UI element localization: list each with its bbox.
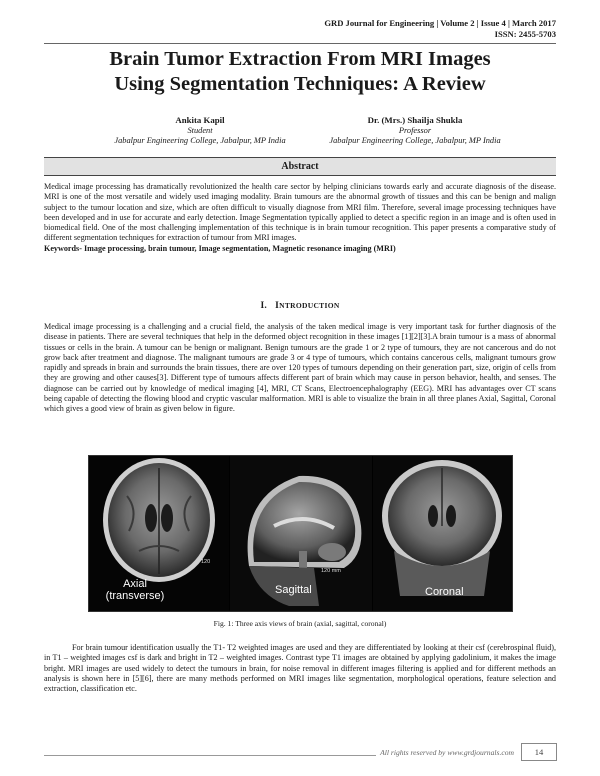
keywords-text: Image processing, brain tumour, Image segmentation, Magnetic resonance imaging (MRI) (81, 243, 396, 253)
author-affiliation: Jabalpur Engineering College, Jabalpur, MP India (329, 136, 501, 145)
axial-scale: 120 (201, 559, 211, 565)
abstract-text: Medical image processing has dramatically revolutionized the health care sector by helping clinicians towards early and accurate diagnosis of the disease. MRI is one of the most versatile and widely used imaging modality. Brain tumours are the abnormal growth of tissues and this can be benign and malign subject to the tumour location and size, which are often difficult to visually diagnose from MRI film. Therefore, several image processing techniques have been developed and in use for accurate and early detection. Image Segmentation typically applied to detect a specific region in an image and is often used in biomedical field. One of the most challenging implementation of this technique is in brain tumour recognition. This paper presents a comparative study of different segmentation techniques for extraction of tumour from MRI images. (44, 182, 556, 243)
sagittal-label: Sagittal (275, 584, 312, 596)
journal-line: GRD Journal for Engineering | Volume 2 | Issue 4 | March 2017 (324, 18, 556, 28)
section-initial: I (275, 301, 280, 311)
sagittal-scale: 120 mm (321, 568, 341, 574)
section-heading-introduction (0, 301, 600, 311)
author-role: Student (187, 125, 213, 135)
axial-label (95, 578, 175, 602)
author-name: Dr. (Mrs.) Shailja Shukla (367, 115, 463, 125)
keywords-label: Keywords- (44, 243, 82, 253)
figure-caption: Fig. 1: Three axis views of brain (axial, sagittal, coronal) (213, 619, 387, 628)
author-affiliation: Jabalpur Engineering College, Jabalpur, MP India (114, 136, 286, 145)
section-number: I. (260, 301, 268, 311)
title-line-2: Using Segmentation Techniques: A Review (114, 73, 486, 95)
journal-header (324, 18, 556, 40)
title-line-1: Brain Tumor Extraction From MRI Images (109, 48, 491, 70)
section-title-rest: NTRODUCTION (279, 301, 340, 310)
issn: ISSN: 2455-5703 (494, 29, 556, 39)
intro-paragraph-1: Medical image processing is a challenging and a crucial field, the analysis of the taken medical image is very important task for further diagnosis of the disease in patients. There are several techniques that help in the deformed object recognition in these images [1][2][3].A brain tumour is a mass of abnormal tissues or cells in the brain. A tumour can be benign or malignant. Benign tumours are the grade 1 or 2 type of tumours, they are not cancerous and do not grow back after treatment and diagnose. The malignant tumours are grade 3 or 4 type of tumours, which contains cancerous cells, malignant tumours grow rapidly and spreads in brain and surrounds the brain tissues, there are over 120 types of tumours depending on their generation part, size, origin of cells from they are growing and other causes[3]. Different type of tumours affects different part of brain which may cause in person behavior, health, and senses. The diagnose can be carried out by knowledge of medical imaging [4], MRI, CT Scans, Electroencephalography (EEG). MRI has advantages over CT scans being capable of detecting the flowing blood and cryptic vascular malformation. MRI is able to visualize the brain in all three planes Axial, Sagittal, Coronal which gives a good view of brain as given below in figure. (44, 322, 556, 413)
author-name: Ankita Kapil (175, 115, 225, 125)
coronal-label: Coronal (425, 586, 464, 598)
mri-figure (88, 455, 513, 612)
axial-label-line-1: Axial (123, 578, 147, 590)
paper-title (0, 47, 600, 97)
axial-label-line-2: (transverse) (105, 590, 165, 602)
intro-paragraph-2: For brain tumour identification usually the T1- T2 weighted images are used and they are differentiated by looking at their csf (cerebrospinal fluid), in T1 – weighted images csf is dark and bright in T2 – weighted images. Contrast type T1 images are obtained by applying gadolinium, it makes the image bright. MRI images are used widely to detect the tumours in brain, for noise removal in different images filtering is applied and for different methods an analysis is shown here in [5][6], there are many methods performed on MRI images like segmentation, morphological operations, feature selection and extraction, classification etc. (44, 643, 556, 693)
author-2 (285, 115, 545, 147)
page-number: 14 (521, 743, 557, 761)
footer-copyright: All rights reserved by www.grdjournals.com (376, 748, 518, 757)
header-rule (44, 43, 556, 44)
abstract-body (44, 182, 556, 254)
abstract-heading: Abstract (44, 157, 556, 176)
author-role: Professor (398, 125, 432, 135)
